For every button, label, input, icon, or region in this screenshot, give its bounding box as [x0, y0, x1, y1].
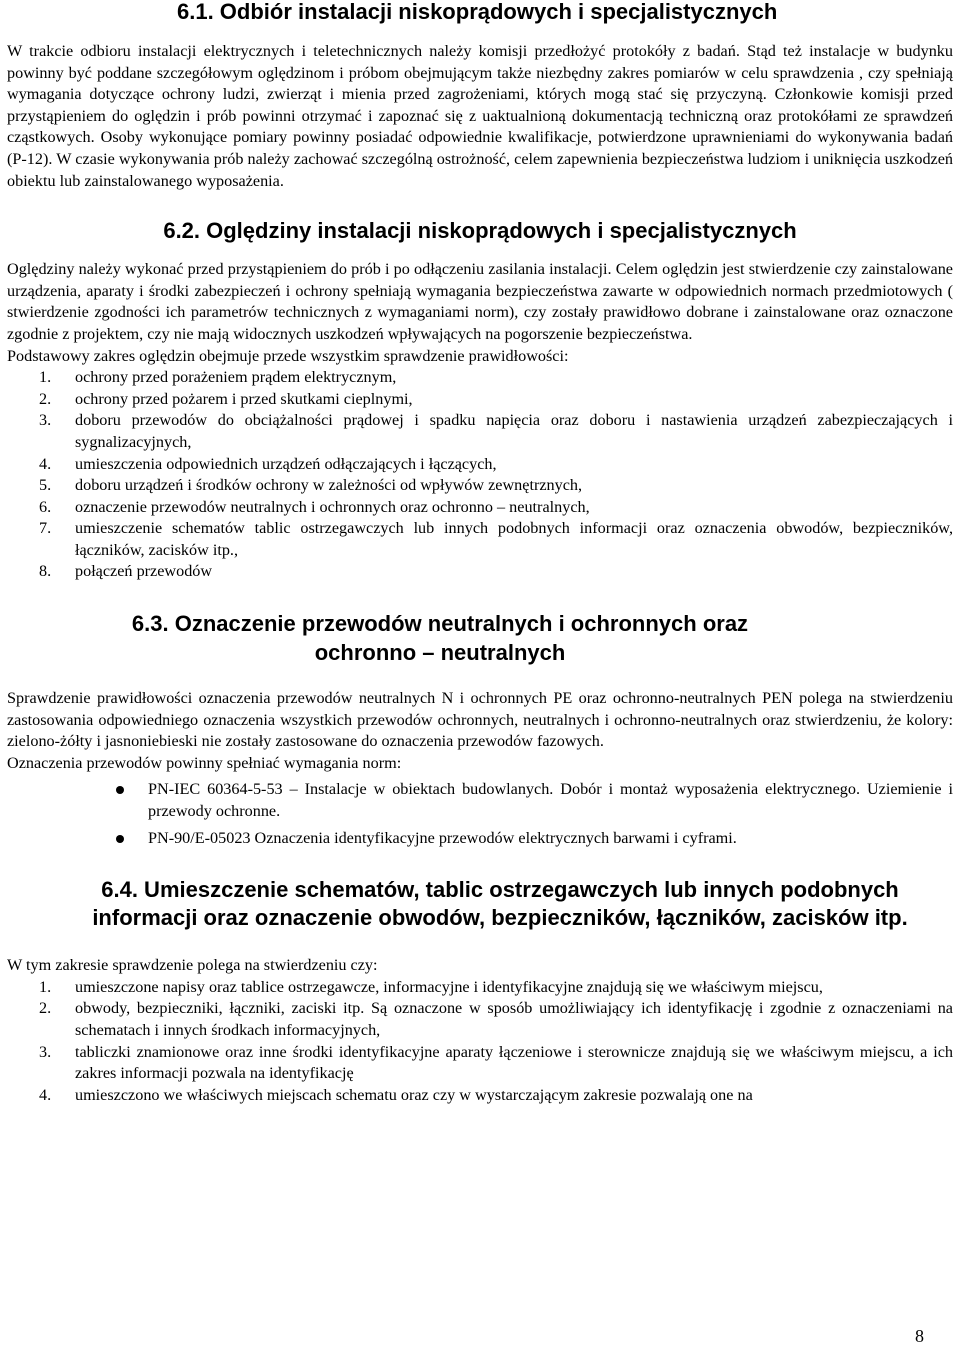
list-item-text: tabliczki znamionowe oraz inne środki identyfikacyjne aparaty łączeniowe i sterownicze znajdują się we właściwym miejscu, a ich zakres informacji pozwala na identyfikację [75, 1042, 953, 1083]
section-6-1-paragraph: W trakcie odbioru instalacji elektrycznych i teletechnicznych należy komisji przedłożyć protokóły z badań. Stąd też instalacje w budynku powinny być poddane szczegółowym oględzinom i próbom obejmującym także niezbędny zakres pomiarów w celu sprawdzenia , czy spełniają wymagania dotyczące ochrony ludzi, zwierząt i mienia przed zagrożeniami, których mogą stać się przyczyną. Członkowie komisji przed przystąpieniem do oględzin i prób powinni otrzymać i zapoznać się z uaktualnioną dokumentacją techniczną oraz protokółami ze sprawdzeń cząstkowych. Osoby wykonujące pomiary powinny posiadać odpowiednie kwalifikacje, potwierdzone uprawnieniami do wykonywania badań (P-12). W czasie wykonywania prób należy zachować szczególną ostrożność, celem zapewnienia bezpieczeństwa ludziom i uniknięcia uszkodzeń obiektu lub zainstalowanego wyposażenia. [7, 42, 953, 190]
section-6-2-paragraph: Oględziny należy wykonać przed przystąpieniem do prób i po odłączeniu zasilania instalacji. Celem oględzin jest stwierdzenie czy zainstalowane urządzenia, aparaty i środki zabezpieczeń i ochrony spełniają wymagania bezpieczeństwa zawarte w odpowiednich normach przedmiotowych ( stwierdzenie zgodności ich parametrów technicznych z wymaganiami norm), czy zostały prawidłowo dobrane i zainstalowane oraz oznaczone zgodnie z projektem, czy nie mają widocznych uszkodzeń wpływających na pogorszenie bezpieczeństwa. [7, 260, 953, 343]
list-item [7, 367, 953, 389]
list-item-text: umieszczenie schematów tablic ostrzegawczych lub innych podobnych informacji oraz oznaczenia obwodów, bezpieczników, łączników, zacisków itp., [75, 519, 953, 559]
section-6-2-heading: 6.2. Oględziny instalacji niskoprądowych i specjalistycznych [163, 218, 797, 244]
page-number: 8 [915, 1326, 924, 1346]
list-item [7, 561, 953, 583]
list-item-text: ochrony przed pożarem i przed skutkami cieplnymi, [75, 389, 413, 408]
list-item [7, 475, 953, 497]
list-item [7, 1042, 953, 1085]
section-6-3-heading: 6.3. Oznaczenie przewodów neutralnych i ochronnych oraz ochronno – neutralnych [131, 611, 749, 666]
section-6-3-norms-list [7, 779, 953, 849]
list-item [7, 454, 953, 476]
section-6-2-list [7, 367, 953, 583]
list-item-text: umieszczone napisy oraz tablice ostrzegawcze, informacyjne i identyfikacyjne znajdują się we właściwym miejscu, [75, 977, 823, 996]
list-item-text: umieszczenia odpowiednich urządzeń odłączających i łączących, [75, 454, 497, 473]
list-item-text: obwody, bezpieczniki, łączniki, zaciski itp. Są oznaczone w sposób umożliwiający ich identyfikację i zgodnie z oznaczeniami na schematach i innych środkach informacyjnych, [75, 999, 953, 1039]
section-6-1-heading: 6.1. Odbiór instalacji niskoprądowych i specjalistycznych [177, 0, 778, 24]
list-item-number: 5. [39, 476, 52, 495]
list-item [7, 998, 953, 1041]
list-item-text: ochrony przed porażeniem prądem elektrycznym, [75, 368, 397, 387]
section-6-2-intro: Podstawowy zakres oględzin obejmuje przede wszystkim sprawdzenie prawidłowości: [7, 346, 569, 365]
list-item-number: 6. [39, 497, 52, 516]
list-item-number: 3. [39, 1042, 52, 1061]
list-item [7, 497, 953, 519]
list-item-text: oznaczenie przewodów neutralnych i ochronnych oraz ochronno – neutralnych, [75, 497, 590, 516]
section-6-3-paragraph: Sprawdzenie prawidłowości oznaczenia przewodów neutralnych N i ochronnych PE oraz ochronno-neutralnych PEN polega na stwierdzeniu zastosowania odpowiedniego oznaczenia wszystkich przewodów ochronnych, neutralnych i ochronno-neutralnych oraz stwierdzeniu, że kolory: zielono-żółty i jasnoniebieski nie zostały zastosowane do oznaczenia przewodów fazowych. [7, 689, 953, 751]
list-item [7, 828, 953, 850]
list-item-text: doboru urządzeń i środków ochrony w zależności od wpływów zewnętrznych, [75, 476, 583, 495]
list-item-number: 2. [39, 999, 52, 1018]
list-item-text: połączeń przewodów [75, 562, 213, 581]
list-item [7, 779, 953, 822]
list-item-number: 3. [39, 411, 52, 430]
list-item-number: 7. [39, 519, 52, 538]
list-item-text: PN-IEC 60364-5-53 – Instalacje w obiektach budowlanych. Dobór i montaż wyposażenia elektrycznego. Uziemienie i przewody ochronne. [148, 780, 953, 821]
section-6-4-heading: 6.4. Umieszczenie schematów, tablic ostrzegawczych lub innych podobnych informacji oraz oznaczenie obwodów, bezpieczników, łączników, zacisków itp. [92, 877, 908, 931]
list-item [7, 410, 953, 453]
section-6-3-intro: Oznaczenia przewodów powinny spełniać wymagania norm: [7, 753, 402, 772]
list-item-number: 4. [39, 1085, 52, 1104]
section-6-4-intro: W tym zakresie sprawdzenie polega na stwierdzeniu czy: [7, 956, 378, 975]
list-item-number: 4. [39, 454, 52, 473]
list-item [7, 389, 953, 411]
list-item-number: 1. [39, 368, 52, 387]
bullet-icon [116, 786, 124, 794]
bullet-icon [116, 835, 124, 843]
list-item-text: umieszczono we właściwych miejscach schematu oraz czy w wystarczającym zakresie pozwalają one na [75, 1085, 753, 1104]
list-item [7, 1085, 953, 1107]
document-page [7, 0, 953, 1106]
list-item [7, 518, 953, 561]
list-item-number: 2. [39, 389, 52, 408]
list-item-text: PN-90/E-05023 Oznaczenia identyfikacyjne przewodów elektrycznych barwami i cyframi. [148, 828, 737, 847]
list-item-number: 8. [39, 562, 52, 581]
list-item-number: 1. [39, 977, 52, 996]
section-6-4-list [7, 977, 953, 1107]
list-item [7, 977, 953, 999]
list-item-text: doboru przewodów do obciążalności prądowej i spadku napięcia oraz doboru i nastawienia urządzeń zabezpieczających i sygnalizacyjnych, [75, 411, 953, 451]
